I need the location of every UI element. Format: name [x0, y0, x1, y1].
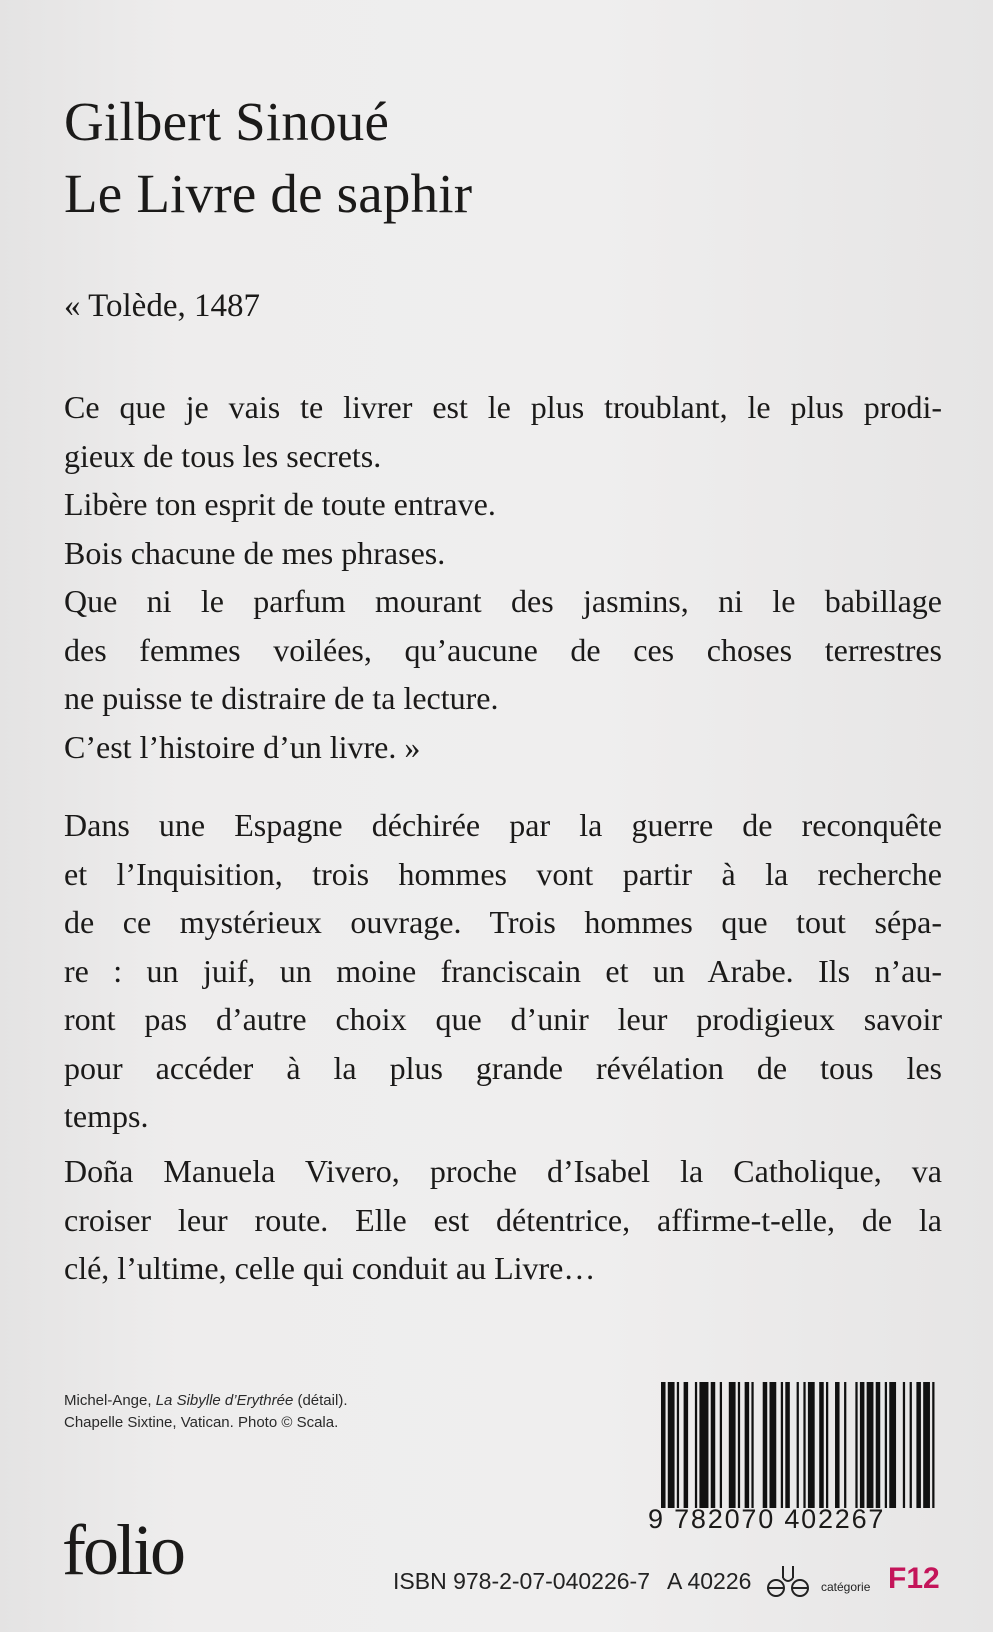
barcode-bar — [695, 1382, 697, 1508]
description-line: clé, l’ultime, celle qui conduit au Livre… — [64, 1250, 596, 1286]
barcode-bar — [876, 1382, 881, 1508]
barcode-bar — [855, 1382, 857, 1508]
barcode-bar — [751, 1382, 753, 1508]
book-title: Le Livre de saphir — [64, 163, 473, 224]
description-line: croiser leur route. Elle est détentrice, affirme-t-elle, de la — [64, 1201, 942, 1238]
barcode-bar — [826, 1382, 828, 1508]
category-label: catégorie — [821, 1580, 871, 1594]
barcode-bar — [808, 1382, 815, 1508]
barcode-bar — [916, 1382, 921, 1508]
credit-detail: (détail). — [293, 1392, 348, 1409]
credit-artwork: La Sibylle d’Erythrée — [155, 1392, 294, 1409]
barcode-bar — [844, 1382, 846, 1508]
barcode-bar — [745, 1382, 750, 1508]
barcode-bar — [711, 1382, 716, 1508]
barcode-bar — [923, 1382, 930, 1508]
credit-line-1 — [64, 1390, 347, 1412]
barcode-bar — [769, 1382, 776, 1508]
quote-line: gieux de tous les secrets. — [64, 437, 382, 474]
author-name: Gilbert Sinoué — [64, 91, 390, 152]
quote-line: des femmes voilées, qu’aucune de ces choses terrestres — [64, 631, 942, 668]
quote-line: Bois chacune de mes phrases. — [64, 534, 446, 571]
barcode-bar — [661, 1382, 666, 1508]
barcode-bar — [903, 1382, 905, 1508]
image-credit — [64, 1390, 347, 1434]
barcode-bar — [803, 1382, 805, 1508]
barcode-bar — [932, 1382, 934, 1508]
description-line: temps. — [64, 1098, 149, 1134]
credit-artist: Michel-Ange, — [64, 1392, 156, 1409]
barcode-bar — [781, 1382, 783, 1508]
barcode-bar — [867, 1382, 874, 1508]
barcode-bar — [835, 1382, 840, 1508]
description-line: et l’Inquisition, trois hommes vont partir à la recherche — [64, 855, 942, 892]
barcode-bar — [860, 1382, 865, 1508]
barcode-bar — [763, 1382, 768, 1508]
folio-emblem-icon — [765, 1562, 811, 1602]
credit-line-2: Chapelle Sixtine, Vatican. Photo © Scala. — [64, 1414, 339, 1431]
barcode-bar — [729, 1382, 736, 1508]
barcode-bar — [797, 1382, 799, 1508]
description-line: Dans une Espagne déchirée par la guerre de reconquête — [64, 807, 942, 843]
quote-line: Ce que je vais te livrer est le plus troublant, le plus prodi- — [64, 389, 942, 425]
description-block-2 — [64, 1147, 942, 1293]
description-line: de ce mystérieux ouvrage. Trois hommes que tout sépa- — [64, 904, 942, 940]
barcode-bar — [819, 1382, 824, 1508]
barcode-bar — [684, 1382, 689, 1508]
barcode-bar — [738, 1382, 740, 1508]
description-line: re : un juif, un moine franciscain et un Arabe. Ils n’au- — [64, 952, 942, 989]
barcode-digits: 9 782070 402267 — [648, 1504, 886, 1534]
description-line: Doña Manuela Vivero, proche d’Isabel la Catholique, va — [64, 1153, 942, 1189]
barcode-bar — [910, 1382, 912, 1508]
barcode-bar — [668, 1382, 675, 1508]
quote-line: Libère ton esprit de toute entrave. — [64, 486, 496, 522]
quote-block — [64, 383, 942, 771]
description-line: pour accéder à la plus grande révélation de tous les — [64, 1049, 942, 1086]
category-code: F12 — [888, 1562, 940, 1595]
quote-line: Que ni le parfum mourant des jasmins, ni le babillage — [64, 583, 942, 619]
barcode-bar — [720, 1382, 722, 1508]
quote-line: C’est l’histoire d’un livre. » — [64, 728, 421, 765]
quote-header: « Tolède, 1487 — [64, 288, 260, 324]
barcode-bar — [785, 1382, 790, 1508]
barcode-bar — [885, 1382, 887, 1508]
barcode-bar — [677, 1382, 679, 1508]
quote-line: ne puisse te distraire de ta lecture. — [64, 680, 499, 716]
barcode-bar — [889, 1382, 896, 1508]
folio-logo: folio — [62, 1510, 183, 1590]
barcode — [661, 1382, 939, 1508]
description-line: ront pas d’autre choix que d’unir leur prodigieux savoir — [64, 1001, 942, 1037]
isbn-number: ISBN 978-2-07-040226-7 — [393, 1568, 650, 1594]
product-code: A 40226 — [667, 1568, 752, 1594]
barcode-bar — [699, 1382, 708, 1508]
description-block — [64, 801, 942, 1141]
